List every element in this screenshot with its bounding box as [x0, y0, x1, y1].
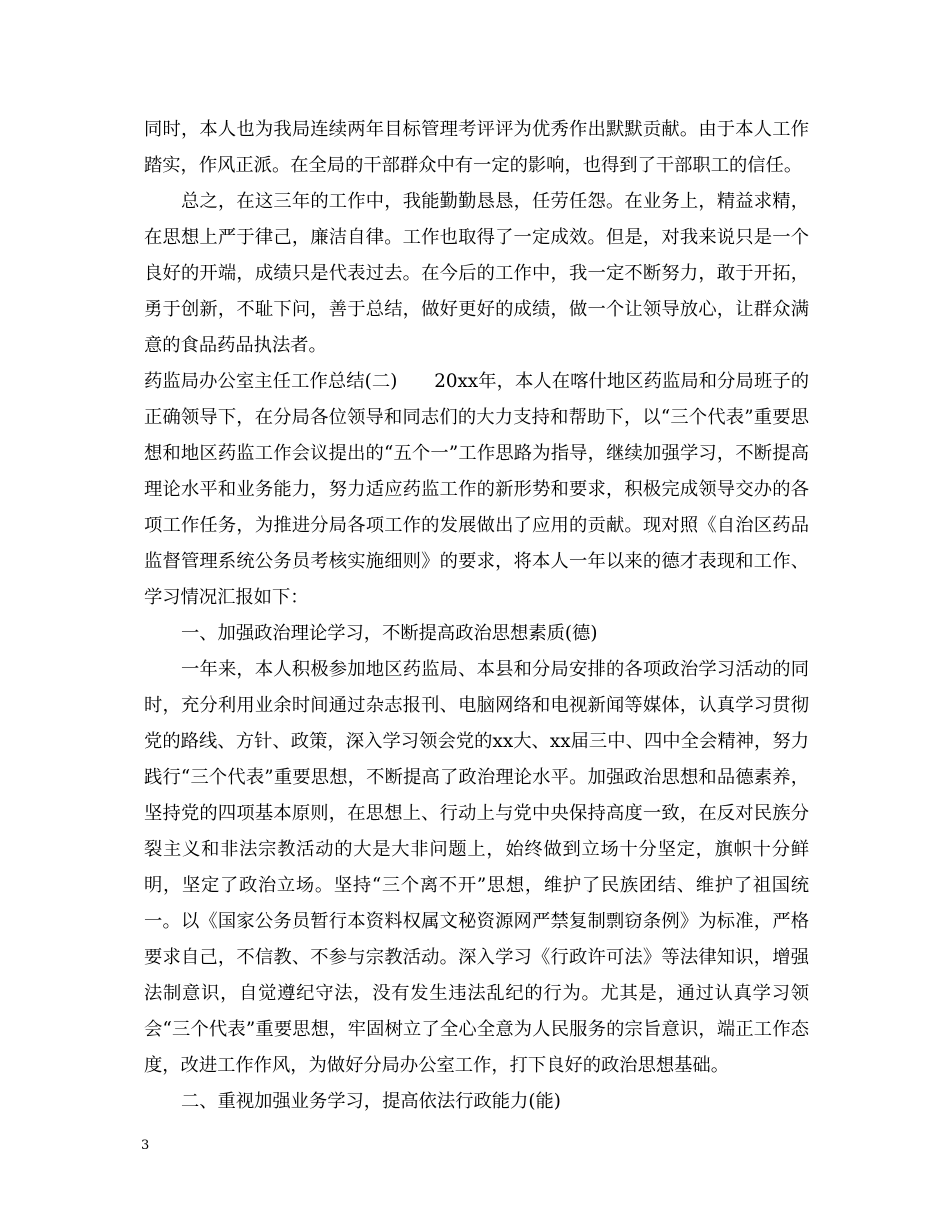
section-heading-2: 二、重视加强业务学习，提高依法行政能力(能)	[181, 1091, 561, 1112]
paragraph-2: 总之，在这三年的工作中，我能勤勤恳恳，任劳任怨。在业务上，精益求精，在思想上严于律己，廉洁自律。工作也取得了一定成效。但是，对我来说只是一个良好的开端，成绩只是代表过去。在今后的工作中，我一定不断努力，敢于开拓，勇于创新，不耻下问，善于总结，做好更好的成绩，做一个让领导放心，让群众满意的食品药品执法者。	[144, 191, 809, 356]
paragraph-1: 同时，本人也为我局连续两年目标管理考评评为优秀作出默默贡献。由于本人工作踏实，作风正派。在全局的干部群众中有一定的影响，也得到了干部职工的信任。	[144, 119, 809, 176]
paragraph-4: 一年来，本人积极参加地区药监局、本县和分局安排的各项政治学习活动的同时，充分利用业余时间通过杂志报刊、电脑网络和电视新闻等媒体，认真学习贯彻党的路线、方针、政策，深入学习领会党的xx大、xx届三中、四中全会精神，努力践行“三个代表”重要思想，不断提高了政治理论水平。加强政治思想和品德素养，坚持党的四项基本原则，在思想上、行动上与党中央保持高度一致，在反对民族分裂主义和非法宗教活动的大是大非问题上，始终做到立场十分坚定，旗帜十分鲜明，坚定了政治立场。坚持“三个离不开”思想，维护了民族团结、维护了祖国统一。以《国家公务员暂行本资料权属文秘资源网严禁复制剽窃条例》为标准，严格要求自己，不信教、不参与宗教活动。深入学习《行政许可法》等法律知识，增强法制意识，自觉遵纪守法，没有发生违法乱纪的行为。尤其是，通过认真学习领会“三个代表”重要思想，牢固树立了全心全意为人民服务的宗旨意识，端正工作态度，改进工作作风，为做好分局办公室工作，打下良好的政治思想基础。	[144, 659, 809, 1076]
section-heading-1: 一、加强政治理论学习，不断提高政治思想素质(德)	[181, 623, 598, 644]
paragraph-3: 药监局办公室主任工作总结(二) 20xx年，本人在喀什地区药监局和分局班子的正确领导下，在分局各位领导和同志们的大力支持和帮助下，以“三个代表”重要思想和地区药监工作会议提出的“五个一”工作思路为指导，继续加强学习，不断提高理论水平和业务能力，努力适应药监工作的新形势和要求，积极完成领导交办的各项工作任务，为推进分局各项工作的发展做出了应用的贡献。现对照《自治区药品监督管理系统公务员考核实施细则》的要求，将本人一年以来的德才表现和工作、学习情况汇报如下：	[144, 371, 809, 608]
page-number: 3	[141, 1138, 150, 1153]
document-body	[144, 112, 809, 1120]
